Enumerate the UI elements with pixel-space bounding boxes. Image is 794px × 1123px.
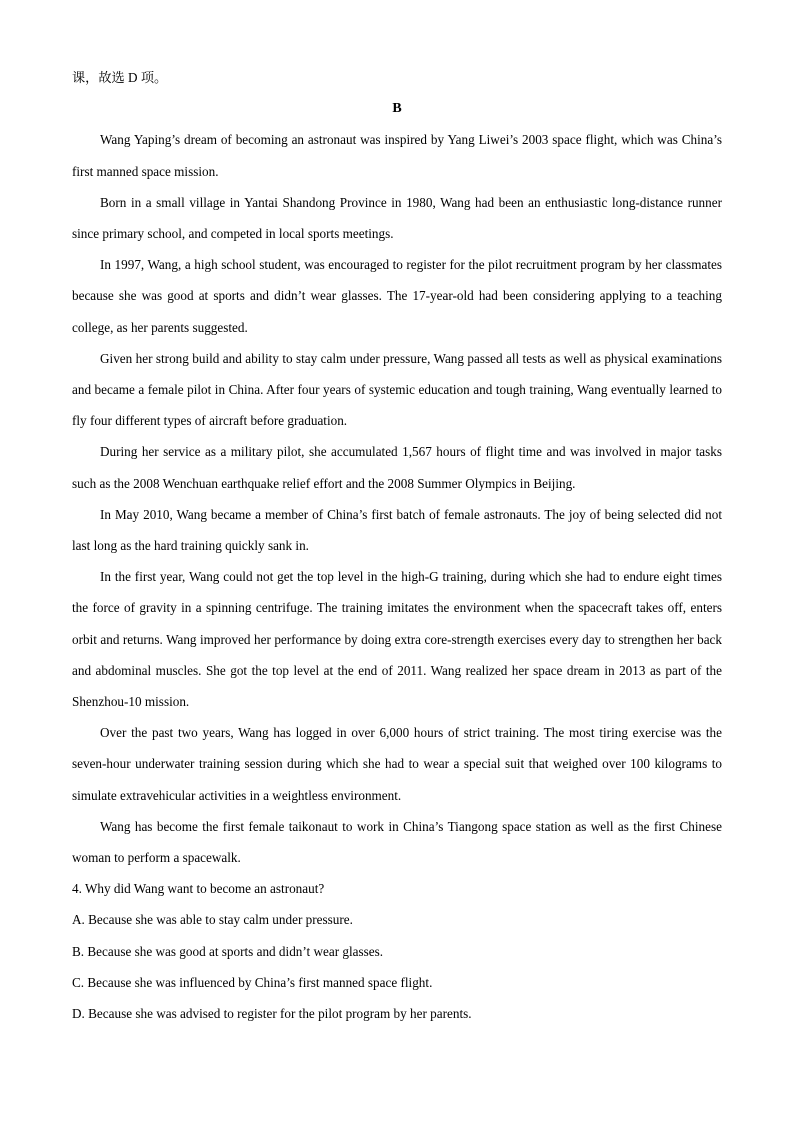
paragraph-2: Born in a small village in Yantai Shandong Province in 1980, Wang had been an enthusiastic long-distance runner since primary school, and competed in local sports meetings. <box>72 194 722 242</box>
option-c: C. Because she was influenced by China’s first manned space flight. <box>72 974 433 990</box>
document-page <box>72 62 722 1029</box>
paragraph-9: Wang has become the first female taikonaut to work in China’s Tiangong space station as well as the first Chinese woman to perform a spacewalk. <box>72 818 722 866</box>
paragraph-5: During her service as a military pilot, she accumulated 1,567 hours of flight time and was involved in major tasks such as the 2008 Wenchuan earthquake relief effort and the 2008 Summer Olympics in Beijing. <box>72 444 722 491</box>
section-heading: B <box>392 101 402 117</box>
option-a: A. Because she was able to stay calm under pressure. <box>72 912 353 928</box>
paragraph-7: In the first year, Wang could not get the top level in the high-G training, during which she had to endure eight times the force of gravity in a spinning centrifuge. The training imitates the environment when the spacecraft takes off, enters orbit and returns. Wang improved her performance by doing extra core-strength exercises every day to strengthen her back and abdominal muscles. She got the top level at the end of 2011. Wang realized her space dream in 2013 as part of the Shenzhou-10 mission. <box>72 569 722 710</box>
passage <box>72 124 722 873</box>
paragraph-1: Wang Yaping’s dream of becoming an astronaut was inspired by Yang Liwei’s 2003 space flight, which was China’s first manned space mission. <box>72 132 722 179</box>
paragraph-6: In May 2010, Wang became a member of China’s first batch of female astronauts. The joy of being selected did not last long as the hard training quickly sank in. <box>72 506 722 554</box>
previous-answer-tail: 课，故选 D 项。 <box>72 70 168 85</box>
option-d: D. Because she was advised to register for the pilot program by her parents. <box>72 1006 472 1022</box>
paragraph-3: In 1997, Wang, a high school student, was encouraged to register for the pilot recruitment program by her classmates because she was good at sports and didn’t wear glasses. The 17-year-old had been considering applying to a teaching college, as her parents suggested. <box>72 257 722 335</box>
paragraph-4: Given her strong build and ability to stay calm under pressure, Wang passed all tests as well as physical examinations and became a female pilot in China. After four years of systemic education and tough training, Wang eventually learned to fly four different types of aircraft before graduation. <box>72 350 722 429</box>
option-b: B. Because she was good at sports and didn’t wear glasses. <box>72 943 384 959</box>
paragraph-8: Over the past two years, Wang has logged in over 6,000 hours of strict training. The most tiring exercise was the seven-hour underwater training session during which she had to wear a special suit that weighed over 100 kilograms to simulate extravehicular activities in a weightless environment. <box>72 725 722 803</box>
question-stem: 4. Why did Wang want to become an astronaut? <box>72 881 325 897</box>
question-block <box>72 873 722 1029</box>
